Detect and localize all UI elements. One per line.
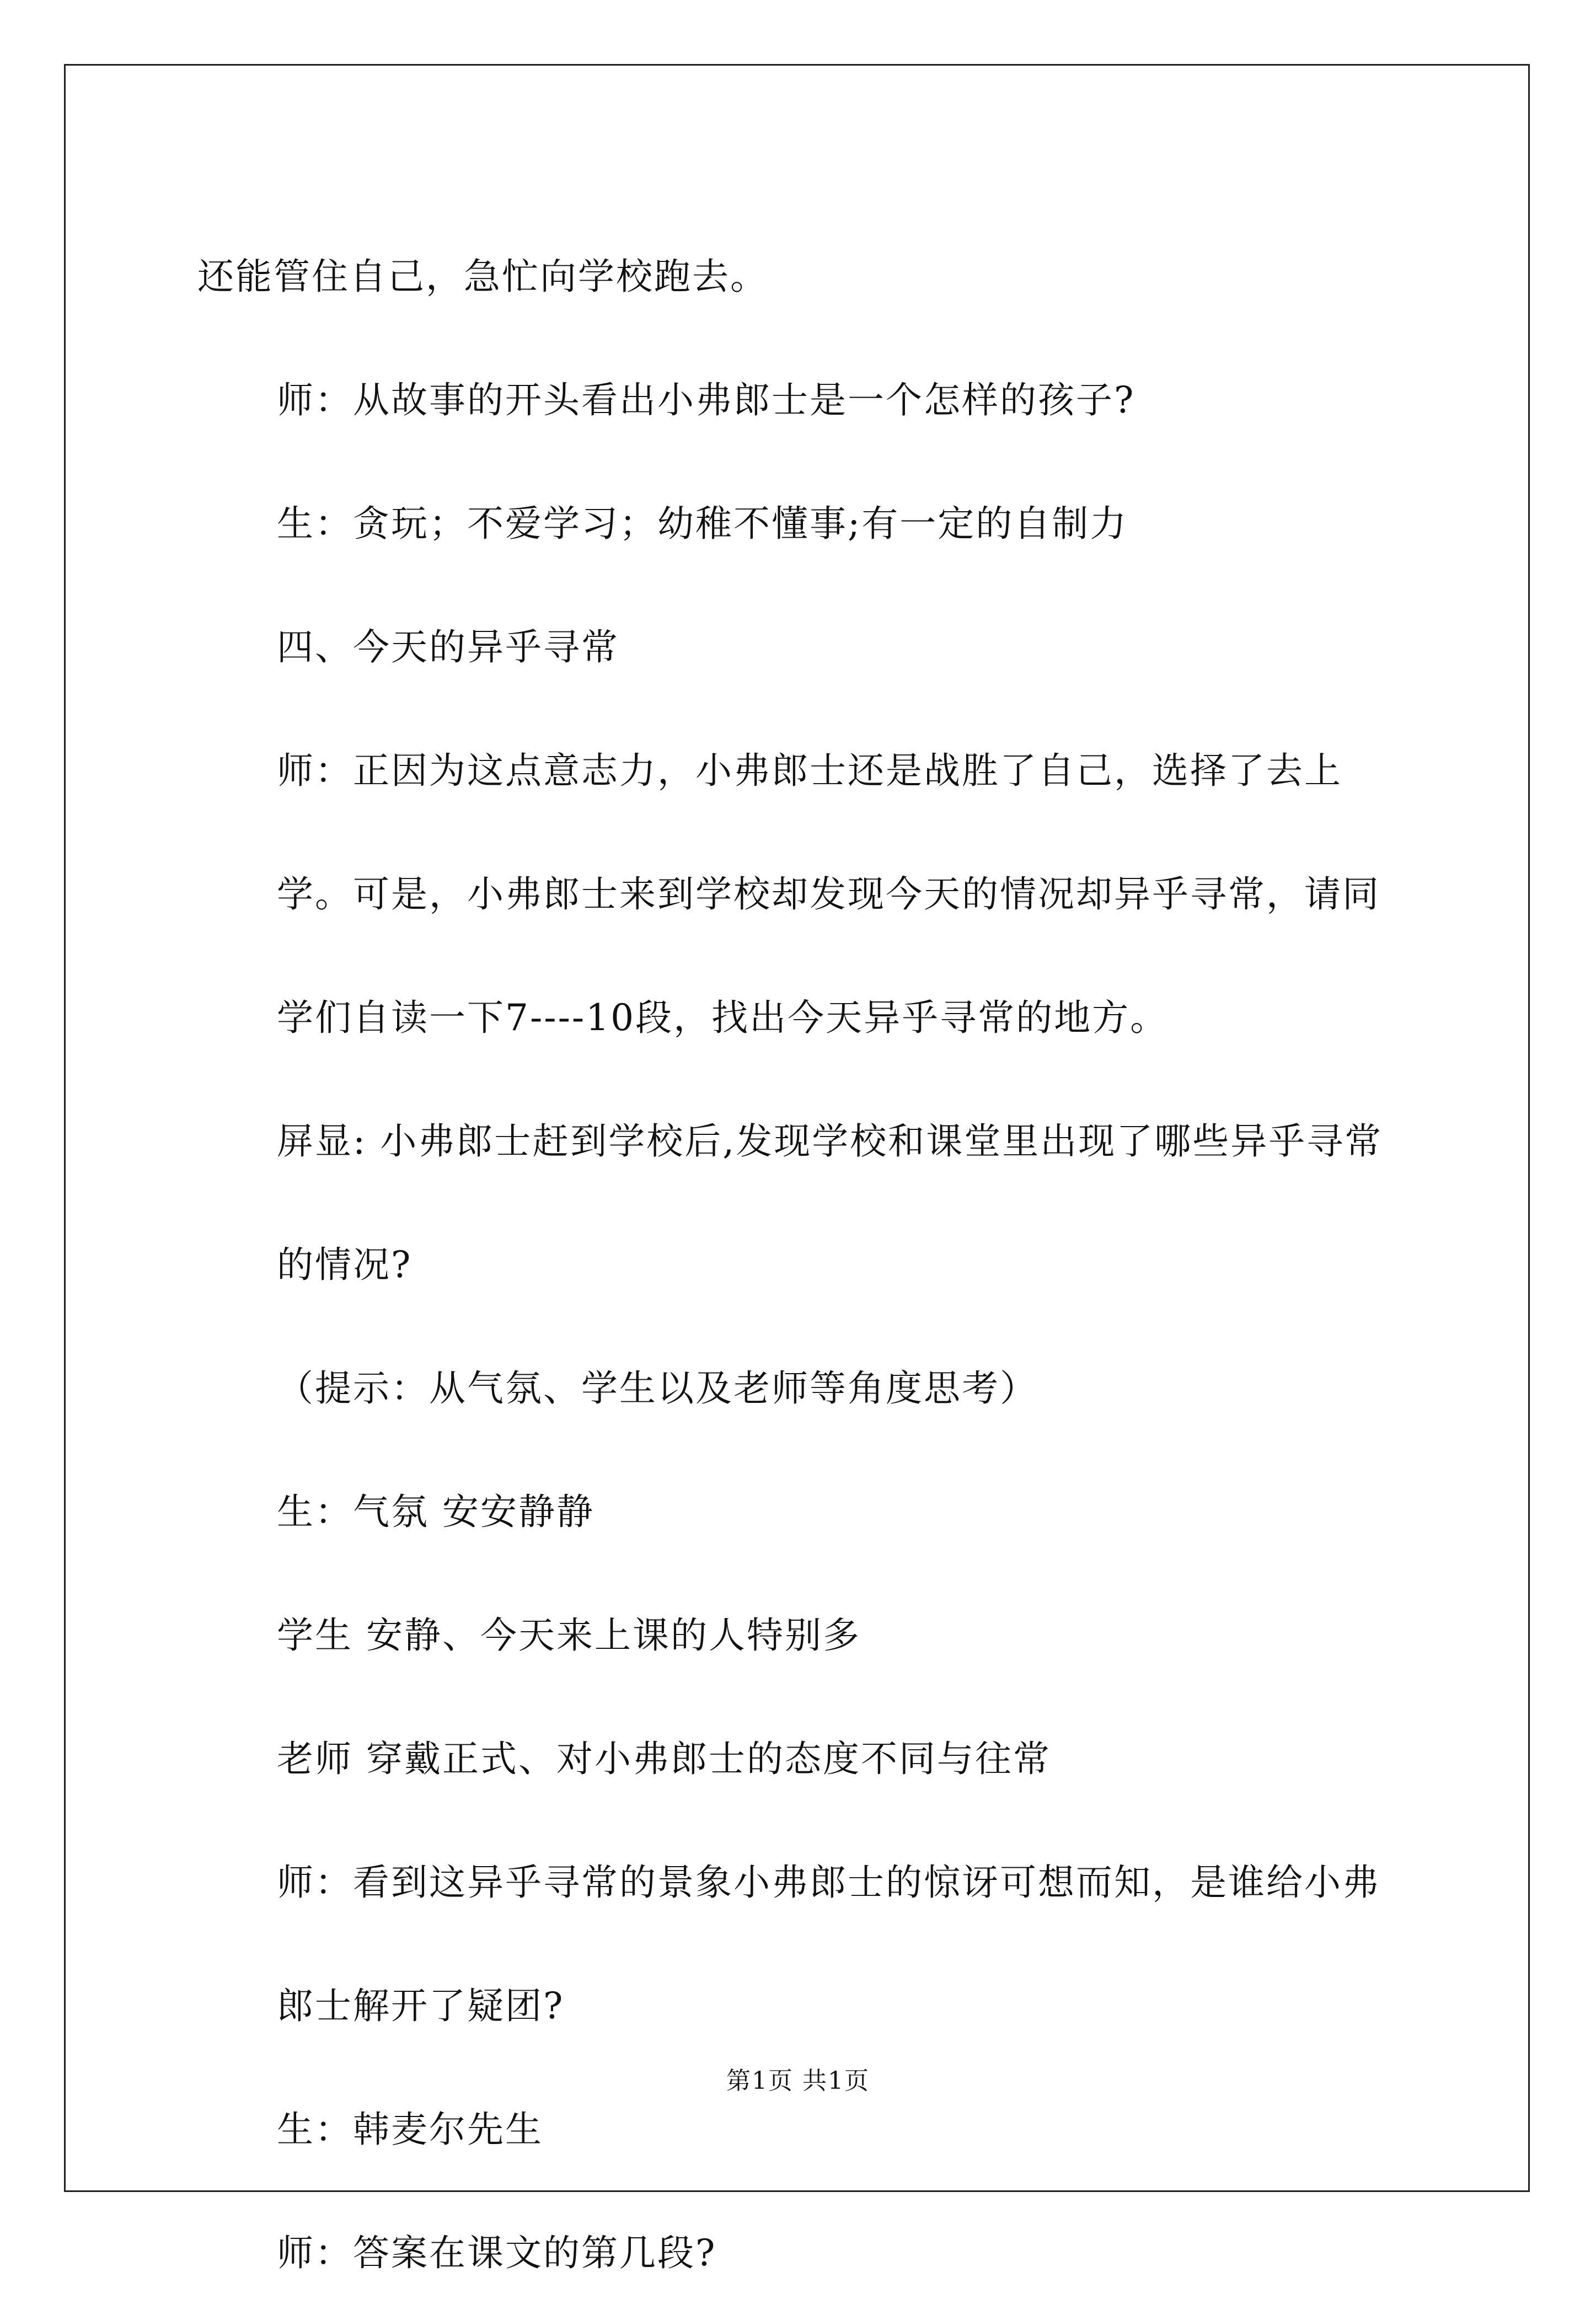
paragraph: 师：答案在课文的第几段? [277,2232,717,2274]
paragraph: 生：气氛 安安静静 [277,1491,595,1533]
paragraph: 生：韩麦尔先生 [277,2108,543,2151]
paragraph: （提示：从气氛、学生以及老师等角度思考） [277,1367,1038,1410]
paragraph: 屏显: 小弗郎士赶到学校后,发现学校和课堂里出现了哪些异乎寻常的情况? [277,1120,1383,1286]
section-heading: 四、今天的异乎寻常 [277,626,619,668]
paragraph: 师：看到这异乎寻常的景象小弗郎士的惊讶可想而知，是谁给小弗郎士解开了疑团? [277,1861,1380,2027]
paragraph: 生：贪玩；不爱学习；幼稚不懂事;有一定的自制力 [277,502,1128,545]
paragraph: 还能管住自己，急忙向学校跑去。 [197,255,768,298]
paragraph: 学生 安静、今天来上课的人特别多 [277,1614,861,1657]
document-body [197,215,1405,2315]
page-footer: 第1页 共1页 [726,2067,870,2095]
paragraph: 老师 穿戴正式、对小弗郎士的态度不同与往常 [277,1738,1051,1780]
paragraph: 师：从故事的开头看出小弗郎士是一个怎样的孩子? [277,379,1136,421]
paragraph: 师：正因为这点意志力，小弗郎士还是战胜了自己，选择了去上学。可是，小弗郎士来到学校却发现今天的情况却异乎寻常，请同学们自读一下7----10段，找出今天异乎寻常的地方。 [277,749,1380,1039]
